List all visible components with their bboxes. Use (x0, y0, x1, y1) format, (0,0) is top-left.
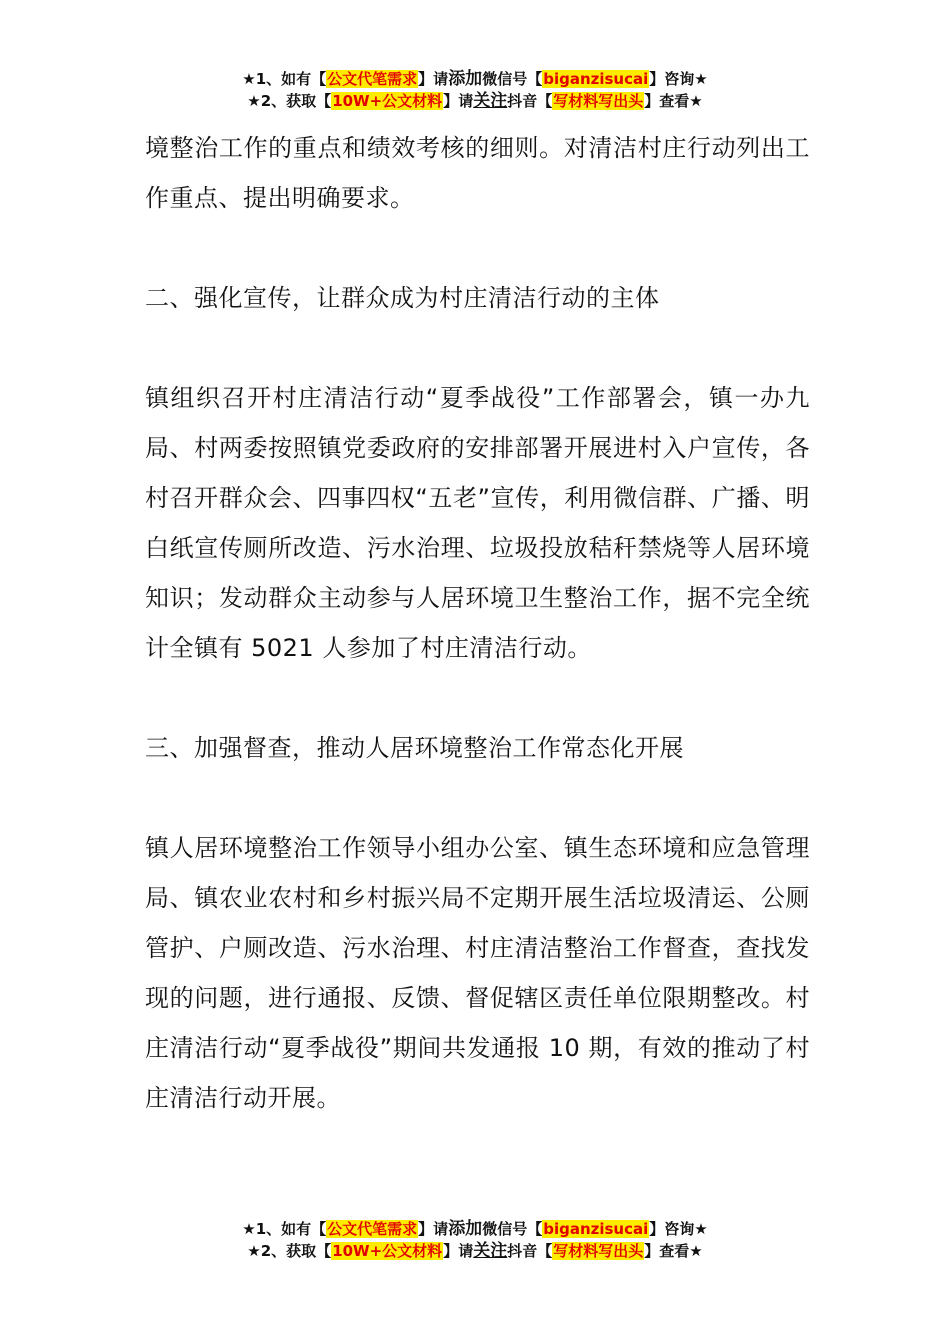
banner-line-2: ★2、获取【10W+公文材料】请关注抖音【写材料写出头】查看★ (247, 1241, 703, 1261)
highlight-wechat-id: biganzisucai (543, 70, 649, 88)
star-icon: ★ (694, 1220, 708, 1238)
document-body (145, 123, 810, 1123)
banner-line-1: ★1、如有【公文代笔需求】请添加微信号【biganzisucai】咨询★ (242, 1219, 708, 1239)
star-icon: ★ (242, 1220, 256, 1238)
star-icon: ★ (242, 70, 256, 88)
footer-ad-banner (0, 1218, 950, 1262)
paragraph-publicity: 镇组织召开村庄清洁行动“夏季战役”工作部署会，镇一办九局、村两委按照镇党委政府的安排部署开展进村入户宣传，各村召开群众会、四事四权“五老”宣传，利用微信群、广播、明白纸宣传厕所改造、污水治理、垃圾投放秸秆禁烧等人居环境知识；发动群众主动参与人居环境卫生整治工作，据不完全统计全镇有 5021 人参加了村庄清洁行动。 (145, 384, 810, 662)
highlight-service: 公文代笔需求 (327, 1220, 418, 1238)
star-icon: ★ (689, 92, 703, 110)
star-icon: ★ (247, 1242, 261, 1260)
banner-line-1: ★1、如有【公文代笔需求】请添加微信号【biganzisucai】咨询★ (242, 69, 708, 89)
highlight-materials: 10W+公文材料 (332, 1242, 443, 1260)
section-heading-2: 二、强化宣传，让群众成为村庄清洁行动的主体 (145, 284, 660, 312)
paragraph-continuation: 境整治工作的重点和绩效考核的细则。对清洁村庄行动列出工作重点、提出明确要求。 (145, 134, 810, 212)
header-ad-banner (0, 68, 950, 112)
highlight-douyin-account: 写材料写出头 (553, 92, 644, 110)
section-heading-3: 三、加强督查，推动人居环境整治工作常态化开展 (145, 734, 684, 762)
star-icon: ★ (694, 70, 708, 88)
highlight-wechat-id: biganzisucai (543, 1220, 649, 1238)
highlight-douyin-account: 写材料写出头 (553, 1242, 644, 1260)
highlight-service: 公文代笔需求 (327, 70, 418, 88)
star-icon: ★ (689, 1242, 703, 1260)
highlight-materials: 10W+公文材料 (332, 92, 443, 110)
paragraph-supervision: 镇人居环境整治工作领导小组办公室、镇生态环境和应急管理局、镇农业农村和乡村振兴局不定期开展生活垃圾清运、公厕管护、户厕改造、污水治理、村庄清洁整治工作督查，查找发现的问题，进行通报、反馈、督促辖区责任单位限期整改。村庄清洁行动“夏季战役”期间共发通报 10 期，有效的推动了村庄清洁行动开展。 (145, 834, 810, 1112)
banner-line-2: ★2、获取【10W+公文材料】请关注抖音【写材料写出头】查看★ (247, 91, 703, 111)
star-icon: ★ (247, 92, 261, 110)
